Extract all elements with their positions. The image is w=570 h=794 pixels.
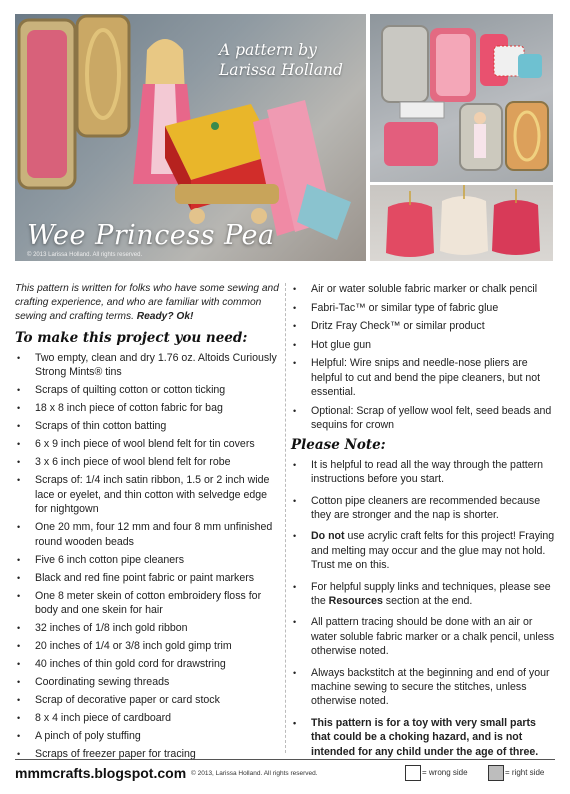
hero-copyright: © 2013 Larissa Holland. All rights reserved. xyxy=(27,252,143,258)
wrong-side-swatch xyxy=(405,765,421,781)
bags-photo xyxy=(370,185,553,261)
tins-photo xyxy=(370,14,553,182)
supply-item: • Scraps of: 1/4 inch satin ribbon, 1.5 or 2 inch wide lace or eyelet, and thin cotton with selvedge edge for nightgown xyxy=(15,473,280,516)
supply-item: • Five 6 inch cotton pipe cleaners xyxy=(15,553,280,567)
supply-item: • Coordinating sewing threads xyxy=(15,675,280,689)
note-item: • All pattern tracing should be done with an air or water soluble fabric marker or a chalk pencil, unless otherwise noted. xyxy=(291,615,557,658)
note-text: For helpful supply links and techniques, please see the xyxy=(311,580,551,608)
intro-text: This pattern is written for folks who have some sewing and crafting experience, and who are familiar with common sewing and crafting terms. xyxy=(15,283,279,322)
supply-item: • Scraps of quilting cotton or cotton ticking xyxy=(15,383,280,397)
supply-item: • 40 inches of thin gold cord for drawstring xyxy=(15,657,280,671)
supply-item: • One 8 meter skein of cotton embroidery floss for body and one skein for hair xyxy=(15,589,280,618)
supply-item: • One 20 mm, four 12 mm and four 8 mm unfinished round wooden beads xyxy=(15,520,280,549)
hero-author-line1: A pattern by xyxy=(219,41,317,59)
wrong-side-label: = wrong side xyxy=(422,768,468,777)
notes-heading: Please Note: xyxy=(291,436,386,453)
supply-item: • Air or water soluble fabric marker or chalk pencil xyxy=(291,282,557,296)
note-bold: Do not xyxy=(311,530,345,543)
supply-item: • 32 inches of 1/8 inch gold ribbon xyxy=(15,621,280,635)
right-side-swatch xyxy=(488,765,504,781)
note-text: section at the end. xyxy=(382,595,473,608)
footer-copyright: © 2013, Larissa Holland. All rights reserved. xyxy=(191,770,318,777)
supply-item: • 3 x 6 inch piece of wool blend felt for robe xyxy=(15,455,280,469)
footer-divider xyxy=(15,759,555,760)
note-bold: Resources xyxy=(328,595,383,608)
hero-title: Wee Princess Pea xyxy=(27,220,275,251)
note-item: • Cotton pipe cleaners are recommended because they are stronger and the nap is shorter. xyxy=(291,494,557,523)
note-item xyxy=(291,716,557,759)
hero-author xyxy=(219,40,359,80)
hero-author-line2: Larissa Holland xyxy=(219,61,343,79)
supply-item: • Scraps of freezer paper for tracing xyxy=(15,747,280,761)
intro-paragraph xyxy=(15,282,280,324)
note-item: • It is helpful to read all the way through the pattern instructions before you start. xyxy=(291,458,557,487)
supply-item: • Dritz Fray Check™ or similar product xyxy=(291,319,557,333)
right-side-label: = right side xyxy=(505,768,545,777)
note-item: • Always backstitch at the beginning and end of your machine sewing to secure the stitches, unless otherwise noted. xyxy=(291,666,557,709)
tins-photo-illustration xyxy=(370,14,553,182)
supply-item: • Hot glue gun xyxy=(291,338,557,352)
note-warning: This pattern is for a toy with very small parts that could be a choking hazard, and is not intended for any child under the age of three. xyxy=(311,716,539,758)
bags-photo-illustration xyxy=(370,185,553,261)
supply-item: • Helpful: Wire snips and needle-nose pliers are helpful to cut and bend the pipe cleaners, but not essential. xyxy=(291,356,557,399)
right-column xyxy=(291,282,557,766)
left-column xyxy=(15,282,280,765)
note-text: use acrylic craft felts for this project! Fraying and melting may occur and the glue may not hold. Trust me on this. xyxy=(311,530,555,572)
supply-item: • A pinch of poly stuffing xyxy=(15,729,280,743)
supplies-list xyxy=(15,351,280,761)
supply-item: • Optional: Scrap of yellow wool felt, seed beads and sequins for crown xyxy=(291,404,557,433)
notes-list xyxy=(291,458,557,759)
supply-item: • Black and red fine point fabric or paint markers xyxy=(15,571,280,585)
note-item xyxy=(291,580,557,609)
column-divider xyxy=(285,283,286,753)
supplies-list-continued xyxy=(291,282,557,433)
hero-photo xyxy=(15,14,366,261)
supply-item: • 8 x 4 inch piece of cardboard xyxy=(15,711,280,725)
supply-item: • 6 x 9 inch piece of wool blend felt for tin covers xyxy=(15,437,280,451)
intro-emphasis: Ready? Ok! xyxy=(136,311,194,322)
supply-item: • 18 x 8 inch piece of cotton fabric for bag xyxy=(15,401,280,415)
supply-item: • 20 inches of 1/4 or 3/8 inch gold gimp trim xyxy=(15,639,280,653)
supply-item: • Scraps of thin cotton batting xyxy=(15,419,280,433)
supplies-heading: To make this project you need: xyxy=(15,330,248,346)
supply-item: • Scrap of decorative paper or card stock xyxy=(15,693,280,707)
note-item xyxy=(291,529,557,572)
supply-item: • Fabri-Tac™ or similar type of fabric glue xyxy=(291,301,557,315)
supply-item: • Two empty, clean and dry 1.76 oz. Altoids Curiously Strong Mints® tins xyxy=(15,351,280,380)
footer-brand: mmmcrafts.blogspot.com xyxy=(15,765,187,781)
